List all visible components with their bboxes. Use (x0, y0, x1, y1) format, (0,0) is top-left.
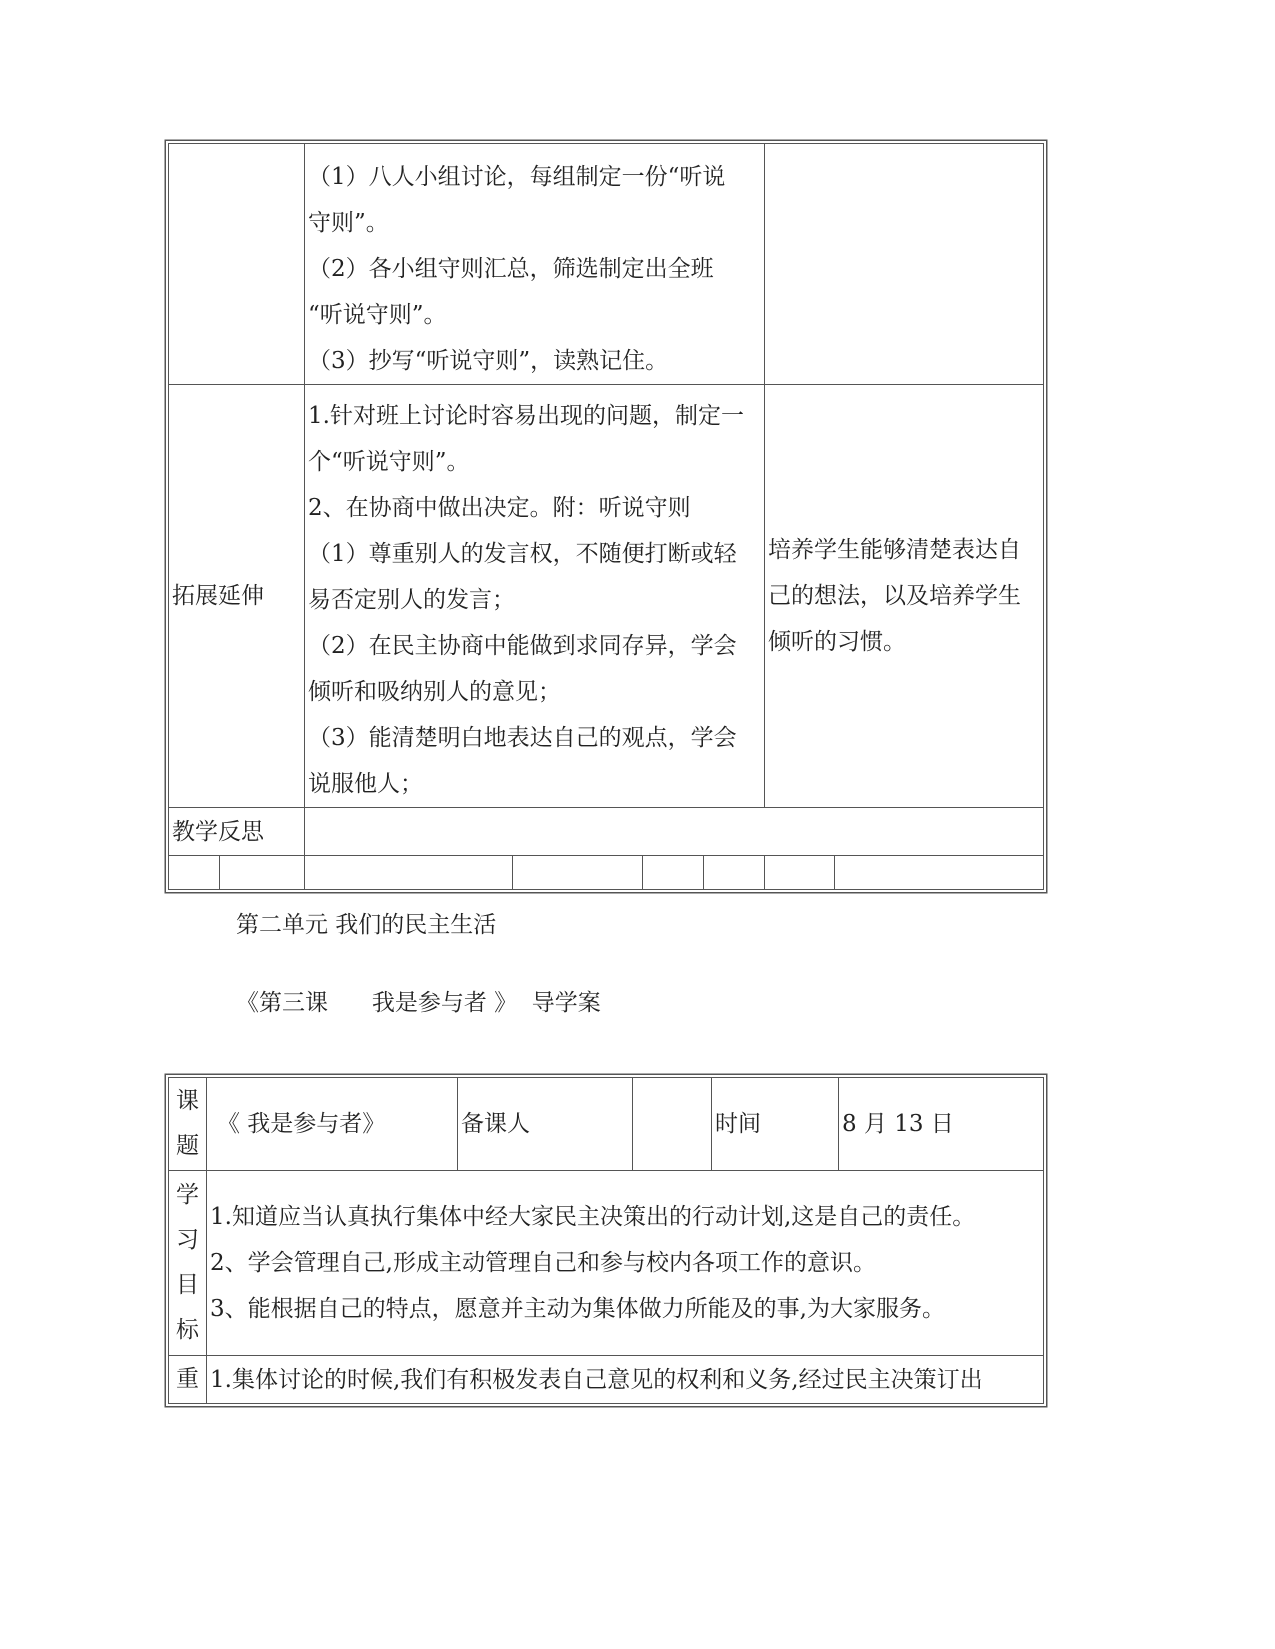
extension-line: 倾听和吸纳别人的意见； (308, 679, 561, 705)
preparer-label: 备课人 (458, 1078, 633, 1171)
extension-purpose-cell (765, 385, 1044, 808)
empty-cell (704, 856, 765, 890)
purpose-line: 倾听的习惯。 (768, 629, 907, 655)
extension-line: 1.针对班上讨论时容易出现的问题，制定一 (308, 403, 744, 429)
extension-content-cell (305, 385, 765, 808)
purpose-cell-empty (765, 144, 1044, 385)
unit-heading: 第二单元 我们的民主生活 (236, 912, 497, 938)
extension-line: 易否定别人的发言； (308, 587, 515, 613)
reflection-content (305, 808, 1044, 856)
extension-line: 个“听说守则”。 (308, 449, 470, 475)
step-line: （1）八人小组讨论，每组制定一份“听说 (308, 164, 726, 190)
time-label: 时间 (712, 1078, 839, 1171)
study-guide-table (168, 1077, 1044, 1404)
activity-steps-cell (305, 144, 765, 385)
empty-cell (220, 856, 305, 890)
time-value: 8 月 13 日 (839, 1078, 1044, 1171)
empty-cell (305, 856, 513, 890)
goal-item: 1.知道应当认真执行集体中经大家民主决策出的行动计划,这是自己的责任。 (210, 1204, 976, 1230)
reflection-label: 教学反思 (169, 808, 305, 856)
extension-line: （1）尊重别人的发言权，不随便打断或轻 (308, 541, 737, 567)
key-points-content (207, 1356, 1044, 1404)
topic-value: 《 我是参与者》 (207, 1078, 458, 1171)
purpose-line: 培养学生能够清楚表达自 (768, 537, 1022, 563)
goal-item: 2、学会管理自己,形成主动管理自己和参与校内各项工作的意识。 (210, 1250, 876, 1276)
empty-cell (765, 856, 835, 890)
lesson-plan-table-continued (168, 143, 1044, 890)
empty-cell (643, 856, 704, 890)
lesson-heading: 《第三课 我是参与者 》 导学案 (236, 990, 601, 1016)
purpose-line: 己的想法，以及培养学生 (768, 583, 1022, 609)
empty-cell (169, 856, 220, 890)
key-point-line: 1.集体讨论的时候,我们有积极发表自己意见的权利和义务,经过民主决策订出 (210, 1366, 983, 1393)
goals-label: 学 习 目 标 (169, 1171, 207, 1356)
step-line: （3）抄写“听说守则”，读熟记住。 (308, 348, 669, 374)
goals-content (207, 1171, 1044, 1356)
topic-label: 课 题 (169, 1078, 207, 1171)
section-label-empty (169, 144, 305, 385)
key-points-label: 重 (169, 1356, 207, 1404)
step-line: （2）各小组守则汇总，筛选制定出全班 (308, 256, 714, 282)
extension-line: 说服他人； (308, 771, 423, 797)
preparer-value (633, 1078, 712, 1171)
step-line: 守则”。 (308, 210, 389, 236)
empty-cell (835, 856, 1044, 890)
extension-line: （2）在民主协商中能做到求同存异，学会 (308, 633, 737, 659)
goal-item: 3、能根据自己的特点，愿意并主动为集体做力所能及的事,为大家服务。 (210, 1296, 945, 1322)
step-line: “听说守则”。 (308, 302, 447, 328)
extension-label: 拓展延伸 (169, 385, 305, 808)
empty-cell (513, 856, 643, 890)
extension-line: 2、在协商中做出决定。附：听说守则 (308, 495, 691, 521)
extension-line: （3）能清楚明白地表达自己的观点，学会 (308, 725, 737, 751)
